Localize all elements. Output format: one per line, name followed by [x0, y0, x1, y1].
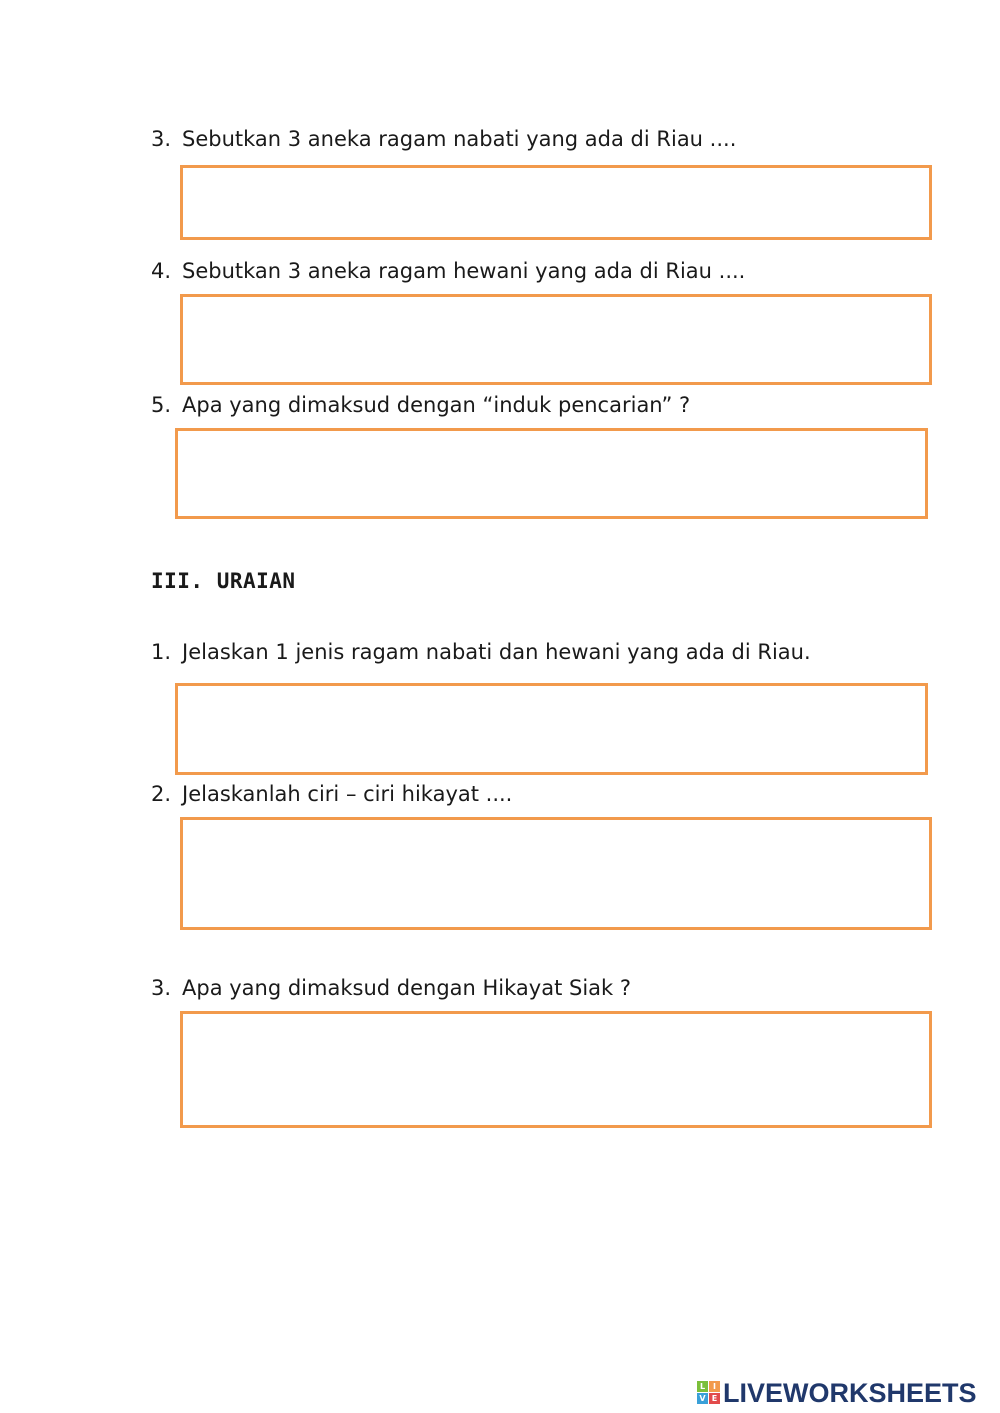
question-text: Sebutkan 3 aneka ragam hewani yang ada di Riau .... [182, 259, 746, 283]
question-text: Apa yang dimaksud dengan Hikayat Siak ? [182, 976, 632, 1000]
uraian-question-2 [151, 780, 512, 808]
question-number: 4. [151, 259, 172, 283]
answer-box-q3-nabati[interactable] [180, 165, 932, 240]
logo-tile-i: I [709, 1381, 720, 1392]
uraian-question-3 [151, 974, 631, 1002]
question-text: Jelaskanlah ciri – ciri hikayat .... [182, 782, 513, 806]
question-text: Sebutkan 3 aneka ragam nabati yang ada di Riau .... [182, 127, 737, 151]
question-5-induk-pencarian [151, 391, 690, 419]
question-number: 2. [151, 782, 172, 806]
answer-box-q5-induk-pencarian[interactable] [175, 428, 928, 519]
liveworksheets-logo-icon [697, 1381, 721, 1405]
liveworksheets-logo [697, 1378, 977, 1408]
question-number: 1. [151, 640, 172, 664]
question-number: 3. [151, 127, 172, 151]
logo-tile-l: L [697, 1381, 708, 1392]
question-4-hewani [151, 257, 745, 285]
answer-box-uraian-2[interactable] [180, 817, 932, 930]
answer-box-uraian-1[interactable] [175, 683, 928, 775]
question-number: 3. [151, 976, 172, 1000]
question-3-nabati [151, 125, 736, 153]
logo-tile-v: V [697, 1393, 708, 1404]
answer-box-q4-hewani[interactable] [180, 294, 932, 385]
section-heading-uraian: III. URAIAN [151, 569, 296, 593]
logo-tile-e: E [709, 1393, 720, 1404]
question-number: 5. [151, 393, 172, 417]
answer-box-uraian-3[interactable] [180, 1011, 932, 1128]
liveworksheets-wordmark: LIVEWORKSHEETS [723, 1377, 977, 1408]
question-text: Apa yang dimaksud dengan “induk pencarian” ? [182, 393, 691, 417]
question-text: Jelaskan 1 jenis ragam nabati dan hewani yang ada di Riau. [182, 640, 811, 664]
uraian-question-1 [151, 638, 811, 666]
